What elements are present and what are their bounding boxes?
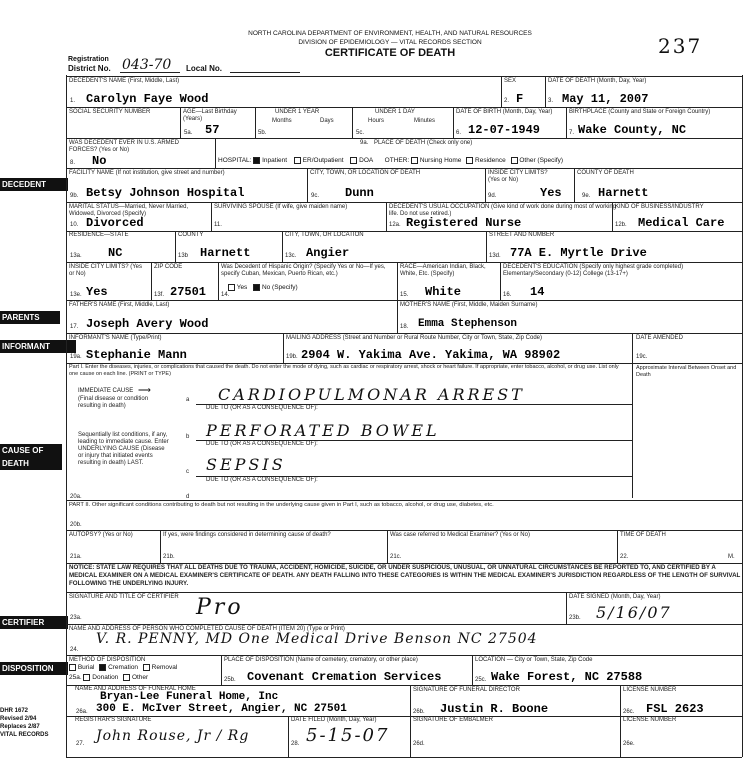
cremation-checkbox[interactable] [99, 664, 106, 671]
local-label: Local No. [186, 64, 223, 73]
label-date-amended: DATE AMENDED [636, 335, 683, 341]
item-5a: 5a. [184, 130, 193, 136]
license-value: FSL 2623 [646, 702, 704, 716]
label-under-1-day: UNDER 1 DAY [375, 109, 415, 115]
side-tab-certifier: CERTIFIER [0, 616, 68, 629]
place-disp-value: Covenant Cremation Services [247, 670, 442, 684]
label-place-of-death: PLACE OF DEATH (Check only one) [374, 140, 473, 146]
item-25c: 25c. [475, 677, 487, 683]
decedent-name-value: Carolyn Faye Wood [86, 92, 209, 106]
cause-a-value: CARDIOPULMONAR ARREST [218, 385, 525, 404]
label-facility: FACILITY NAME (If not institution, give street and number) [69, 170, 225, 176]
side-tab-informant: INFORMANT [0, 340, 76, 353]
label-dob: DATE OF BIRTH (Month, Day, Year) [456, 109, 553, 115]
residence-checkbox[interactable] [466, 157, 473, 164]
item-20a: 20a. [70, 494, 82, 500]
item-26a: 26a. [76, 709, 88, 715]
label-informant: INFORMANT'S NAME (Type/Print) [69, 335, 162, 341]
label-er-outpatient: ER/Outpatient [302, 157, 344, 165]
label-time-of-death: TIME OF DEATH [620, 532, 666, 538]
label-mailing: MAILING ADDRESS (Street and Number or Rural Route Number, City or Town, State, Zip Code) [286, 335, 542, 341]
label-ssn: SOCIAL SECURITY NUMBER [69, 109, 151, 115]
header-division: DIVISION OF EPIDEMIOLOGY — VITAL RECORDS SECTION [298, 39, 482, 46]
label-immediate-cause: IMMEDIATE CAUSE [78, 388, 134, 394]
item-5b: 5b. [258, 130, 267, 136]
item-13d: 13d. [489, 253, 501, 259]
inpatient-checkbox[interactable] [253, 157, 260, 164]
item-5c: 5c. [356, 130, 365, 136]
state-value: NC [108, 246, 123, 260]
label-certifier-addr: NAME AND ADDRESS OF PERSON WHO COMPLETED CAUSE OF DEATH (ITEM 20) (Type or Print) [69, 626, 345, 632]
inside-limits-value: Yes [540, 186, 562, 200]
facility-value: Betsy Johnson Hospital [86, 186, 245, 200]
item-13b: 13b [178, 253, 189, 259]
label-funeral-director: SIGNATURE OF FUNERAL DIRECTOR [413, 687, 520, 693]
item-9a: 9a. [360, 140, 369, 146]
district-label: District No. [68, 64, 111, 73]
age-value: 57 [205, 123, 220, 137]
place-of-death-options [218, 157, 563, 164]
label-zip: ZIP CODE [154, 264, 183, 270]
funeral-home-address: 300 E. McIver Street, Angier, NC 27501 [96, 703, 347, 715]
item-27: 27. [76, 741, 85, 747]
marital-value: Divorced [86, 216, 144, 230]
business-value: Medical Care [638, 216, 725, 230]
item-a: a [186, 397, 190, 403]
label-city-town: CITY, TOWN, OR LOCATION [285, 232, 364, 238]
label-county-of-death: COUNTY OF DEATH [577, 170, 634, 176]
label-interval: Approximate Interval Between Onset and Death [636, 365, 737, 378]
item-17: 17. [70, 324, 79, 330]
city-of-death-value: Dunn [345, 186, 374, 200]
immediate-arrow: ⟶ [138, 385, 151, 395]
item-19a: 19a. [70, 354, 82, 360]
label-date-signed: DATE SIGNED (Month, Day, Year) [569, 594, 661, 600]
item-m: M. [728, 554, 735, 560]
label-sequential: Sequentially list conditions, if any, leading to immediate cause. Enter UNDERLYING CAUSE (Disease or injury that initiated events resulting in death) LAST. [78, 432, 169, 466]
label-race: RACE—American Indian, Black, White, Etc. (Specify) [400, 264, 486, 277]
hispanic-options [228, 284, 298, 291]
district-number: 043-70 [122, 57, 172, 73]
label-inside-city-limits: INSIDE CITY LIMITS? (Yes or No) [488, 170, 548, 183]
certifier-address-value: V. R. PENNY, MD One Medical Drive Benson NC 27504 [96, 631, 538, 647]
label-removal: Removal [151, 664, 178, 672]
label-mother: MOTHER'S NAME (First, Middle, Maiden Surname) [400, 302, 538, 308]
label-armed-forces: WAS DECEDENT EVER IN U.S. ARMED FORCES? (Yes or No) [69, 140, 180, 153]
item-8: 8. [70, 160, 76, 166]
race-value: White [425, 285, 462, 299]
item-18: 18. [400, 324, 409, 330]
label-hospital: HOSPITAL: [218, 157, 252, 165]
funeral-home-name: Bryan-Lee Funeral Home, Inc [100, 691, 279, 703]
side-note-revised: Revised 2/94 [0, 716, 37, 722]
item-23a: 23a. [70, 615, 82, 621]
notice-text: NOTICE: STATE LAW REQUIRES THAT ALL DEATHS DUE TO TRAUMA, ACCIDENT, HOMICIDE, SUICIDE, OR UNDER SUSPICIOUS, UNUSUAL, OR UNNATURAL CIRCUMSTANCES BE REPORTED TO, AND CERTIFIED BY A MEDICAL EXAMINER ON A MEDICAL EXAMINER'S CERTIFICATE OF DEATH. ANY DEATH FALLING INTO THESE CATEGORIES IS WITHIN THE MEDICAL EXAMINER'S JURISDICTION REGARDLESS OF THE LENGTH OF SURVIVAL FOLLOWING THE UNDERLYING INJURY. [69, 564, 741, 587]
label-residence: Residence [475, 157, 506, 165]
date-filed-value: 5-15-07 [306, 725, 390, 746]
label-burial: Burial [77, 664, 95, 672]
method-options-1 [69, 664, 177, 671]
doa-checkbox[interactable] [350, 157, 357, 164]
registrar-signature: John Rouse, Jr / Rg [96, 728, 250, 744]
item-19b: 19b. [286, 354, 298, 360]
item-13c: 13c. [285, 253, 297, 259]
item-7: 7. [569, 130, 575, 136]
location-value: Wake Forest, NC 27588 [491, 670, 643, 684]
item-21c: 21c. [390, 554, 402, 560]
donation-checkbox[interactable] [83, 674, 90, 681]
city-value: Angier [306, 246, 350, 260]
side-note-form: DHR 1672 [0, 708, 29, 714]
burial-checkbox[interactable] [69, 664, 76, 671]
label-date-of-death: DATE OF DEATH (Month, Day, Year) [548, 78, 647, 84]
er-outpatient-checkbox[interactable] [294, 157, 301, 164]
label-due-to-c: DUE TO (OR AS A CONSEQUENCE OF): [206, 441, 318, 447]
item-13e: 13e. [70, 292, 82, 298]
dob-value: 12-07-1949 [468, 123, 541, 137]
label-donation: Donation [92, 674, 119, 682]
item-25a: 25a. [69, 674, 82, 682]
sex-value: F [516, 92, 524, 106]
label-other-disposition: Other [131, 674, 149, 682]
hispanic-no-checkbox[interactable] [253, 284, 260, 291]
item-26b: 26b. [413, 709, 425, 715]
mother-value: Emma Stephenson [418, 318, 518, 330]
nursing-home-checkbox[interactable] [411, 157, 418, 164]
label-funeral-home: NAME AND ADDRESS OF FUNERAL HOME [75, 686, 196, 692]
label-immediate-note: (Final disease or condition resulting in death) [78, 396, 149, 409]
item-10: 10. [70, 222, 79, 228]
label-occupation: DECEDENT'S USUAL OCCUPATION (Give kind of work done during most of working life. Do not use retired.) [389, 204, 617, 217]
label-part2: PART II. Other significant conditions contributing to death but not resulting in the underlying cause given in Part I, such as tobacco, alcohol, or drug use, diabetes, etc. [69, 502, 494, 508]
side-tab-parents: PARENTS [0, 311, 60, 324]
birthplace-value: Wake County, NC [578, 123, 687, 137]
label-medical-examiner: Was case referred to Medical Examiner? (Yes or No) [390, 532, 530, 538]
side-note-replaces: Replaces 2/87 [0, 724, 40, 730]
label-cremation: Cremation [108, 664, 139, 672]
funeral-director-value: Justin R. Boone [440, 702, 549, 716]
label-under-1-year: UNDER 1 YEAR [275, 109, 320, 115]
label-spouse: SURVIVING SPOUSE (If wife, give maiden name) [214, 204, 348, 210]
education-value: 14 [530, 285, 545, 299]
registration-label: Registration [68, 56, 109, 63]
label-certifier-sig: SIGNATURE AND TITLE OF CERTIFIER [69, 594, 179, 600]
item-c: c [186, 469, 189, 475]
label-county: COUNTY [178, 232, 204, 238]
label-nursing-home: Nursing Home [419, 157, 462, 165]
item-26e: 26e. [623, 741, 635, 747]
certificate-number: 237 [658, 34, 703, 58]
label-findings: If yes, were findings considered in determining cause of death? [163, 532, 331, 538]
item-21a: 21a. [70, 554, 82, 560]
label-sex: SEX [504, 78, 517, 84]
street-value: 77A E. Myrtle Drive [510, 246, 647, 260]
label-embalmer: SIGNATURE OF EMBALMER [413, 717, 493, 723]
item-9e: 9e. [582, 193, 591, 199]
label-doa: DOA [359, 157, 373, 165]
label-hispanic-no: No (Specify) [261, 284, 298, 292]
label-street: STREET AND NUMBER [489, 232, 555, 238]
label-location: LOCATION — City or Town, State, Zip Code [475, 657, 593, 663]
item-2: 2. [504, 98, 510, 104]
removal-checkbox[interactable] [143, 664, 150, 671]
label-age: AGE—Last Birthday (Years) [183, 109, 237, 122]
side-tab-cause: CAUSE OF [0, 444, 62, 457]
label-registrar: REGISTRAR'S SIGNATURE [75, 717, 152, 723]
item-24: 24. [70, 647, 79, 653]
county-value: Harnett [200, 246, 251, 260]
label-place-disp: PLACE OF DISPOSITION (Name of cemetery, crematory, or other place) [224, 657, 418, 663]
label-hours: Hours [368, 118, 385, 124]
side-tab-death: DEATH [0, 457, 62, 470]
label-other: OTHER: [384, 157, 410, 165]
label-father: FATHER'S NAME (First, Middle, Last) [69, 302, 170, 308]
header-dept: NORTH CAROLINA DEPARTMENT OF ENVIRONMENT, HEALTH, AND NATURAL RESOURCES [248, 30, 532, 37]
item-21b: 21b. [163, 554, 175, 560]
label-hispanic-yes: Yes [236, 284, 248, 292]
label-date-filed: DATE FILED (Month, Day, Year) [291, 717, 377, 723]
label-education: DECEDENT'S EDUCATION (Specify only highest grade completed) Elementary/Secondary (0-12) College (13-17+) [503, 264, 684, 277]
item-22: 22. [620, 554, 629, 560]
item-9c: 9c. [311, 193, 320, 199]
side-tab-decedent: DECEDENT [0, 178, 68, 191]
item-16: 16. [503, 292, 512, 298]
item-28: 28. [291, 741, 300, 747]
label-license-2: LICENSE NUMBER [623, 717, 677, 723]
item-25b: 25b. [224, 677, 236, 683]
item-d: d [186, 494, 190, 500]
item-9b: 9b. [70, 193, 79, 199]
label-method: METHOD OF DISPOSITION [69, 657, 146, 663]
informant-value: Stephanie Mann [86, 348, 187, 362]
county-of-death-value: Harnett [598, 186, 649, 200]
hispanic-yes-checkbox[interactable] [228, 284, 235, 291]
inside-limits-res-value: Yes [86, 285, 108, 299]
cause-b-value: PERFORATED BOWEL [206, 421, 440, 440]
item-14: 14. [221, 292, 230, 298]
certifier-signature: Pro [196, 595, 244, 620]
label-decedent-name: DECEDENT'S NAME (First, Middle, Last) [69, 78, 180, 84]
page-title: CERTIFICATE OF DEATH [324, 47, 456, 59]
item-13f: 13f. [154, 292, 165, 298]
item-9d: 9d. [488, 193, 497, 199]
label-due-to-d: DUE TO (OR AS A CONSEQUENCE OF): [206, 477, 318, 483]
label-hispanic: Was Decedent of Hispanic Origin? (Specify Yes or No—If yes, specify Cuban, Mexican, Puerto Rican, etc.) [221, 264, 386, 277]
cause-c-value: SEPSIS [206, 455, 286, 474]
item-26c: 26c. [623, 709, 635, 715]
label-part1: Part I. Enter the diseases, injuries, or complications that caused the death. Do not enter the mode of dying, such as cardiac or respiratory arrest, shock or heart failure. If appropriate, enter tobacco, alcohol, or drug use. List only one cause on each line. (PRINT or TYPE) [69, 364, 619, 377]
item-12b: 12b. [615, 222, 627, 228]
label-marital: MARITAL STATUS—Married, Never Married, Widowed, Divorced (Specify) [69, 204, 189, 217]
item-19c: 19c. [636, 354, 648, 360]
item-6: 6. [456, 130, 462, 136]
method-options-2 [69, 674, 148, 681]
item-3: 3. [548, 98, 554, 104]
item-11: 11. [214, 222, 222, 228]
item-13a: 13a. [70, 253, 82, 259]
label-days: Days [320, 118, 334, 124]
other-disposition-checkbox[interactable] [123, 674, 130, 681]
label-residence-state: RESIDENCE—STATE [69, 232, 129, 238]
side-tab-disposition: DISPOSITION [0, 662, 68, 675]
label-birthplace: BIRTHPLACE (County and State or Foreign Country) [569, 109, 711, 115]
other-place-checkbox[interactable] [511, 157, 518, 164]
label-city-of-death: CITY, TOWN, OR LOCATION OF DEATH [310, 170, 421, 176]
item-26d: 26d. [413, 741, 425, 747]
occupation-value: Registered Nurse [406, 216, 522, 230]
label-license: LICENSE NUMBER [623, 687, 677, 693]
label-inside-city-limits-res: INSIDE CITY LIMITS? (Yes or No) [69, 264, 143, 277]
date-of-death-value: May 11, 2007 [562, 92, 649, 106]
label-due-to-b: DUE TO (OR AS A CONSEQUENCE OF): [206, 405, 318, 411]
side-note-vital-records: VITAL RECORDS [0, 732, 49, 738]
father-value: Joseph Avery Wood [86, 317, 209, 331]
label-minutes: Minutes [414, 118, 436, 124]
mailing-value: 2904 W. Yakima Ave. Yakima, WA 98902 [301, 348, 561, 362]
label-autopsy: AUTOPSY? (Yes or No) [69, 532, 133, 538]
label-inpatient: Inpatient [262, 157, 288, 165]
label-months: Months [272, 118, 292, 124]
item-1: 1. [70, 98, 76, 104]
zip-value: 27501 [170, 285, 207, 299]
item-23b: 23b. [569, 615, 581, 621]
item-15: 15. [400, 292, 409, 298]
date-signed-value: 5/16/07 [596, 603, 672, 622]
item-b: b [186, 434, 190, 440]
label-business: KIND OF BUSINESS/INDUSTRY [615, 204, 704, 210]
label-other-specify: Other (Specify) [519, 157, 564, 165]
armed-forces-value: No [92, 154, 107, 168]
item-12a: 12a. [389, 222, 401, 228]
item-20b: 20b. [70, 522, 82, 528]
